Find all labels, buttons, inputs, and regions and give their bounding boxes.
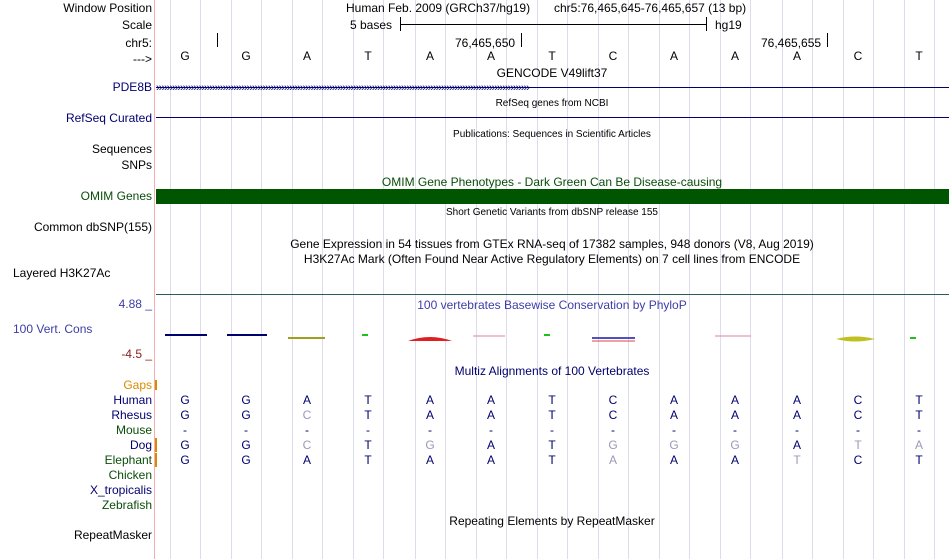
reference-base: A bbox=[486, 49, 495, 63]
phylop-track-title: 100 vertebrates Basewise Conservation by PhyloP bbox=[417, 298, 687, 312]
omim-gene-bar[interactable] bbox=[156, 189, 949, 204]
alignment-base: T bbox=[364, 408, 372, 422]
alignment-base: T bbox=[548, 438, 556, 452]
omim-track-title: OMIM Gene Phenotypes - Dark Green Can Be Disease-causing bbox=[381, 175, 723, 189]
refseq-track-title: RefSeq genes from NCBI bbox=[495, 98, 609, 109]
alignment-base: A bbox=[669, 453, 678, 467]
alignment-base: C bbox=[853, 408, 863, 422]
elephant-gap-marker bbox=[155, 453, 157, 467]
alignment-base: T bbox=[548, 408, 556, 422]
alignment-base: A bbox=[730, 453, 739, 467]
pde8b-gene-feature[interactable] bbox=[156, 80, 949, 96]
alignment-base: C bbox=[302, 408, 312, 422]
alignment-base: C bbox=[853, 393, 863, 407]
snps-label[interactable]: SNPs bbox=[121, 158, 152, 172]
alignment-base: - bbox=[611, 423, 615, 437]
alignment-base: A bbox=[792, 393, 801, 407]
gencode-track-title: GENCODE V49lift37 bbox=[496, 66, 608, 80]
ruler-tick bbox=[827, 33, 828, 47]
h3k27ac-track-title: H3K27Ac Mark (Often Found Near Active Regulatory Elements) on 7 cell lines from ENCODE bbox=[303, 252, 801, 266]
alignment-base: - bbox=[856, 423, 860, 437]
alignment-base: - bbox=[244, 423, 248, 437]
phylop-marks bbox=[165, 335, 916, 342]
alignment-base: T bbox=[915, 453, 923, 467]
alignment-base: - bbox=[917, 423, 921, 437]
alignment-base: G bbox=[180, 393, 190, 407]
alignment-base: A bbox=[425, 393, 434, 407]
gene-label-pde8b[interactable]: PDE8B bbox=[112, 80, 152, 94]
refseq-gene-line[interactable] bbox=[156, 117, 949, 118]
phylop-peak bbox=[408, 337, 452, 341]
ruler-tick bbox=[521, 33, 522, 47]
reference-base: T bbox=[364, 49, 372, 63]
alignment-base: - bbox=[550, 423, 554, 437]
alignment-base: C bbox=[608, 408, 618, 422]
species-label-dog[interactable]: Dog bbox=[129, 438, 152, 452]
alignment-base: A bbox=[792, 438, 801, 452]
ruler-coord-2: 76,465,655 bbox=[761, 36, 822, 50]
conservation-min-label: -4.5 _ bbox=[121, 347, 152, 361]
scale-bar-left-tick bbox=[400, 17, 401, 31]
alignment-base: - bbox=[428, 423, 432, 437]
h3k27ac-signal-line[interactable] bbox=[156, 294, 949, 295]
alignment-base: T bbox=[793, 453, 801, 467]
gaps-label: Gaps bbox=[123, 378, 152, 392]
publications-track-title: Publications: Sequences in Scientific Articles bbox=[453, 129, 651, 140]
species-label-x-tropicalis[interactable]: X_tropicalis bbox=[89, 483, 152, 497]
species-label-chicken[interactable]: Chicken bbox=[108, 468, 152, 482]
species-label-human[interactable]: Human bbox=[113, 393, 152, 407]
alignment-base: T bbox=[548, 453, 556, 467]
alignment-base: A bbox=[486, 408, 495, 422]
multiz-track-title: Multiz Alignments of 100 Vertebrates bbox=[454, 364, 650, 378]
alignment-base: - bbox=[183, 423, 187, 437]
gene-strand-chevrons: ›››››››››››››››››››››››››››››››››››››››››››››››››››››››››››››››››››››››››››››››››››››››››››››››››››››››››››››››››››››››››››››››››››››››››››› bbox=[156, 82, 529, 94]
alignment-base: A bbox=[669, 408, 678, 422]
common-dbsnp-label[interactable]: Common dbSNP(155) bbox=[33, 220, 152, 234]
gaps-marker bbox=[155, 380, 157, 390]
alignment-base: A bbox=[425, 453, 434, 467]
alignment-base: G bbox=[730, 438, 740, 452]
repeatmasker-label[interactable]: RepeatMasker bbox=[73, 528, 152, 542]
reference-base: G bbox=[180, 49, 190, 63]
reference-base: A bbox=[730, 49, 739, 63]
alignment-base: - bbox=[795, 423, 799, 437]
alignment-base: - bbox=[672, 423, 676, 437]
chr-label: chr5: bbox=[125, 36, 152, 50]
dbsnp-track-title: Short Genetic Variants from dbSNP release 155 bbox=[446, 207, 658, 218]
alignment-base: G bbox=[241, 393, 251, 407]
alignment-base: A bbox=[914, 438, 923, 452]
vert-cons-label[interactable]: 100 Vert. Cons bbox=[13, 322, 93, 336]
alignment-base: T bbox=[854, 438, 862, 452]
alignment-base: A bbox=[730, 393, 739, 407]
scale-bar bbox=[400, 24, 706, 25]
alignment-base: G bbox=[608, 438, 618, 452]
reference-base: A bbox=[792, 49, 801, 63]
species-label-mouse[interactable]: Mouse bbox=[115, 423, 152, 437]
scale-label: Scale bbox=[121, 18, 152, 32]
species-label-zebrafish[interactable]: Zebrafish bbox=[101, 498, 152, 512]
alignment-base: G bbox=[669, 438, 679, 452]
alignment-base: A bbox=[425, 408, 434, 422]
dog-gap-marker bbox=[155, 438, 157, 452]
alignment-base: A bbox=[669, 393, 678, 407]
reference-base: C bbox=[608, 49, 618, 63]
alignment-base: G bbox=[425, 438, 435, 452]
reference-base: A bbox=[302, 49, 311, 63]
alignment-base: G bbox=[180, 408, 190, 422]
species-label-elephant[interactable]: Elephant bbox=[104, 453, 152, 467]
alignment-base: G bbox=[180, 438, 190, 452]
species-label-rhesus[interactable]: Rhesus bbox=[111, 408, 152, 422]
alignment-base: A bbox=[486, 438, 495, 452]
assembly-text: Human Feb. 2009 (GRCh37/hg19) bbox=[346, 1, 531, 15]
reference-base: G bbox=[241, 49, 251, 63]
alignment-base: G bbox=[241, 408, 251, 422]
alignment-base: G bbox=[241, 453, 251, 467]
alignment-base: T bbox=[915, 393, 923, 407]
alignment-base: T bbox=[915, 408, 923, 422]
phylop-conservation-plot[interactable] bbox=[155, 325, 950, 350]
alignment-base: C bbox=[302, 438, 312, 452]
conservation-max-label: 4.88 _ bbox=[118, 297, 152, 311]
ruler-tick bbox=[217, 33, 218, 47]
reference-base: T bbox=[548, 49, 556, 63]
repeatmasker-track-title: Repeating Elements by RepeatMasker bbox=[449, 514, 655, 528]
alignment-base: - bbox=[733, 423, 737, 437]
scale-db-text: hg19 bbox=[715, 18, 742, 32]
alignment-base: A bbox=[608, 453, 617, 467]
reference-base: A bbox=[425, 49, 434, 63]
reference-base: C bbox=[853, 49, 863, 63]
scale-bar-text: 5 bases bbox=[350, 18, 393, 32]
alignment-base: A bbox=[792, 408, 801, 422]
alignment-base: - bbox=[489, 423, 493, 437]
ruler-coord-1: 76,465,650 bbox=[455, 36, 516, 50]
alignment-base: T bbox=[548, 393, 556, 407]
phylop-peak bbox=[836, 337, 875, 342]
sequences-label[interactable]: Sequences bbox=[91, 142, 152, 156]
alignment-base: A bbox=[302, 393, 311, 407]
alignment-base: T bbox=[364, 438, 372, 452]
refseq-curated-label[interactable]: RefSeq Curated bbox=[65, 111, 152, 125]
alignment-base: C bbox=[853, 453, 863, 467]
scale-bar-right-tick bbox=[706, 17, 707, 31]
alignment-base: T bbox=[364, 453, 372, 467]
alignment-base: A bbox=[486, 393, 495, 407]
alignment-base: - bbox=[366, 423, 370, 437]
layered-h3k27ac-label[interactable]: Layered H3K27Ac bbox=[13, 266, 111, 280]
alignment-base: T bbox=[364, 393, 372, 407]
position-text: chr5:76,465,645-76,465,657 (13 bp) bbox=[554, 1, 747, 15]
alignment-base: G bbox=[241, 438, 251, 452]
alignment-base: A bbox=[302, 453, 311, 467]
browser-image-area[interactable] bbox=[155, 0, 950, 559]
strand-label: ---> bbox=[133, 52, 152, 66]
reference-base: A bbox=[669, 49, 678, 63]
window-position-label: Window Position bbox=[63, 1, 152, 15]
omim-genes-label[interactable]: OMIM Genes bbox=[80, 189, 152, 203]
alignment-base: A bbox=[730, 408, 739, 422]
alignment-base: C bbox=[608, 393, 618, 407]
reference-base: T bbox=[915, 49, 923, 63]
alignment-base: G bbox=[180, 453, 190, 467]
alignment-base: - bbox=[305, 423, 309, 437]
gtex-track-title: Gene Expression in 54 tissues from GTEx RNA-seq of 17382 samples, 948 donors (V8, Aug 2019) bbox=[290, 237, 814, 251]
alignment-base: A bbox=[486, 453, 495, 467]
